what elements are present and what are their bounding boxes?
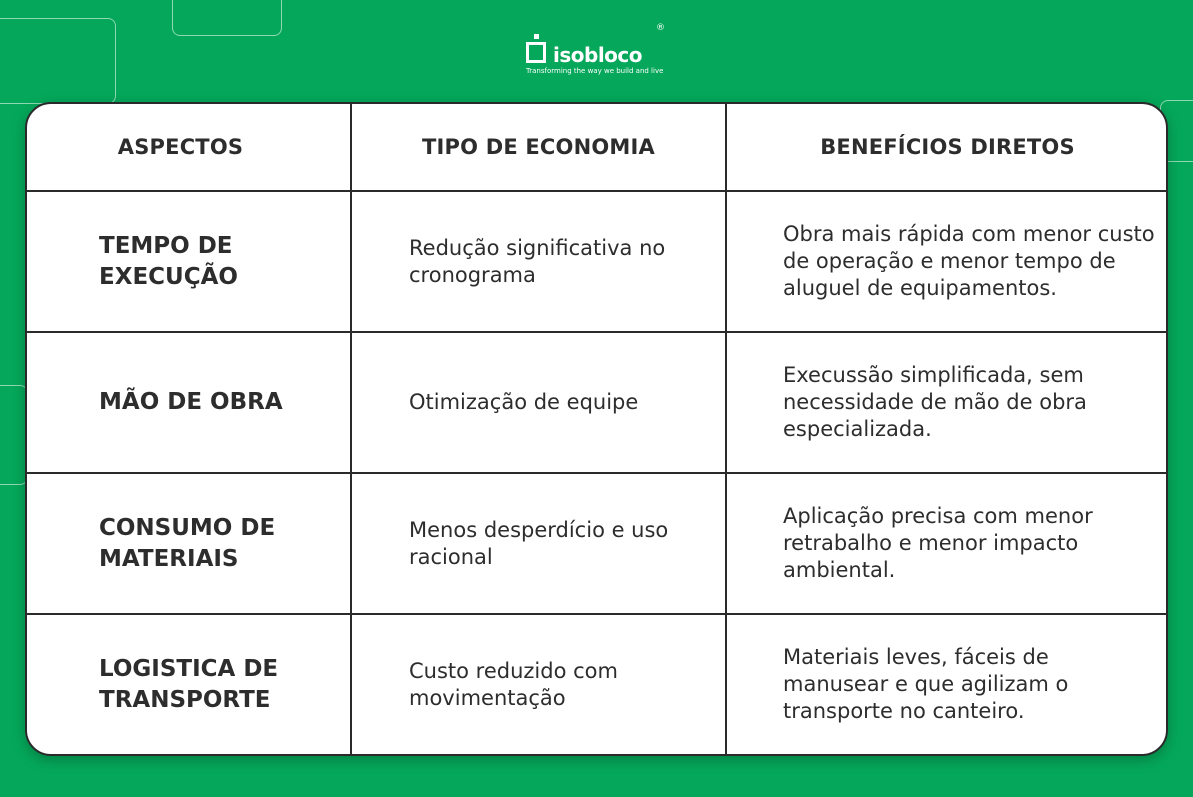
decorative-frame	[172, 0, 282, 36]
row-economy: Menos desperdício e uso racional	[409, 517, 669, 569]
logo-mark-icon	[526, 34, 546, 64]
row-aspect: LOGISTICA DE TRANSPORTE	[99, 656, 279, 713]
row-benefits: Aplicação precisa com menor retrabalho e menor impacto ambiental.	[783, 504, 1093, 582]
row-aspect: CONSUMO DE MATERIAIS	[99, 515, 276, 572]
header-beneficios-diretos: BENEFÍCIOS DIRETOS	[820, 135, 1075, 159]
logo-tagline: Transforming the way we build and live	[526, 67, 664, 75]
row-benefits: Obra mais rápida com menor custo de operação e menor tempo de aluguel de equipamentos.	[783, 222, 1155, 300]
row-economy: Redução significativa no cronograma	[409, 235, 666, 287]
header-tipo-de-economia: TIPO DE ECONOMIA	[422, 135, 655, 159]
decorative-frame	[0, 385, 28, 485]
row-benefits: Execussão simplificada, sem necessidade de mão de obra especializada.	[783, 363, 1087, 441]
brand-logo	[526, 24, 668, 80]
row-economy: Otimização de equipe	[409, 390, 639, 415]
registered-mark: ®	[656, 23, 665, 33]
row-economy: Custo reduzido com movimentação	[409, 658, 618, 710]
header-aspectos: ASPECTOS	[117, 135, 244, 159]
comparison-table	[25, 102, 1168, 756]
row-aspect: TEMPO DE EXECUÇÃO	[99, 233, 238, 290]
decorative-frame	[0, 18, 116, 104]
row-aspect: MÃO DE OBRA	[99, 389, 283, 416]
row-benefits: Materiais leves, fáceis de manusear e que agilizam o transporte no canteiro.	[783, 645, 1069, 723]
logo-wordmark: isobloco	[553, 43, 643, 67]
